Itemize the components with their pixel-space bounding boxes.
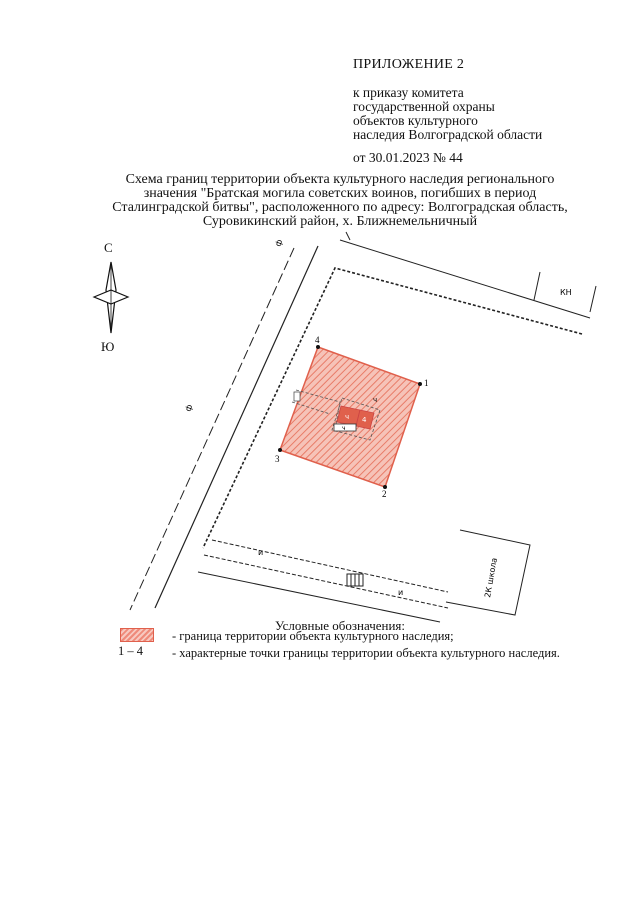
road-edge-line bbox=[130, 248, 294, 610]
annex-line: объектов культурного bbox=[353, 113, 478, 128]
alley-line bbox=[212, 540, 448, 592]
compass-icon bbox=[94, 262, 128, 333]
scheme-title-line: значения "Братская могила советских воинов, погибших в период bbox=[143, 186, 537, 201]
annex-date: от 30.01.2023 № 44 bbox=[353, 150, 463, 165]
monument-mark: ч bbox=[345, 413, 350, 421]
stairs-icon bbox=[347, 574, 363, 586]
boundary-point-3 bbox=[278, 448, 282, 452]
block-mark: ч bbox=[373, 396, 378, 404]
boundary-point-label: 2 bbox=[382, 489, 387, 499]
alley-line bbox=[204, 555, 448, 608]
school-building bbox=[446, 530, 530, 615]
legend-points-text: - характерные точки границы территории объекта культурного наследия. bbox=[172, 646, 560, 660]
legend-boundary-text: - граница территории объекта культурного наследия; bbox=[172, 629, 454, 643]
path-mark: и bbox=[258, 548, 264, 557]
block-mark: ч bbox=[342, 425, 346, 432]
compass-north-label: С bbox=[104, 240, 113, 255]
boundary-point-label: 3 bbox=[275, 454, 280, 464]
kn-building bbox=[534, 272, 596, 312]
scheme-title-line: Сталинградской битвы", расположенного по адресу: Волгоградская область, bbox=[112, 200, 568, 215]
scheme-title-line: Схема границ территории объекта культурного наследия регионального bbox=[125, 172, 555, 187]
legend-boundary-swatch bbox=[120, 628, 154, 642]
monument-mark: 4 bbox=[362, 416, 367, 424]
legend-points-label: 1 – 4 bbox=[118, 644, 143, 658]
compass-south-label: Ю bbox=[101, 339, 115, 354]
kn-label: КН bbox=[560, 288, 572, 297]
fence-line bbox=[346, 232, 350, 240]
boundary-point-4 bbox=[316, 345, 320, 349]
annex-title: ПРИЛОЖЕНИЕ 2 bbox=[353, 57, 465, 72]
annex-line: наследия Волгоградской области bbox=[353, 127, 543, 142]
boundary-point-label: 4 bbox=[315, 335, 320, 345]
path-marker bbox=[294, 392, 300, 401]
path-mark: и bbox=[398, 588, 404, 597]
boundary-point-1 bbox=[418, 382, 422, 386]
scheme-title-line: Суровикинский район, х. Ближнемельничный bbox=[202, 214, 478, 229]
annex-line: к приказу комитета bbox=[353, 85, 464, 100]
boundary-point-label: 1 bbox=[424, 378, 429, 388]
legend-heading: Условные обозначения: bbox=[274, 618, 406, 633]
road-mark: ф bbox=[273, 238, 285, 248]
school-label: 2К школа bbox=[483, 557, 499, 599]
road-mark: ф bbox=[183, 403, 195, 413]
annex-line: государственной охраны bbox=[353, 99, 495, 114]
